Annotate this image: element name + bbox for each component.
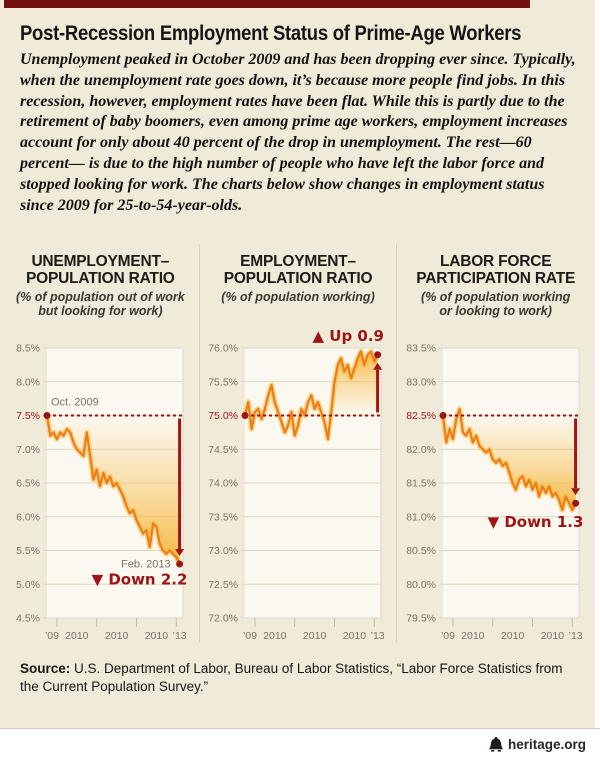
svg-text:Oct. 2009: Oct. 2009: [51, 396, 100, 409]
chart-subtitle-line: (% of population working: [421, 290, 571, 305]
chart-title-line: PARTICIPATION RATE: [416, 270, 576, 288]
chart-title: [2, 253, 199, 287]
svg-text:’09: ’09: [242, 630, 257, 642]
chart-subtitle: [2, 290, 199, 318]
svg-text:81.5%: 81.5%: [405, 477, 436, 490]
chart-title-line: POPULATION RATIO: [223, 270, 373, 288]
chart-title: [200, 253, 397, 287]
intro-paragraph: Unemployment peaked in October 2009 and has been dropping ever since. Typically, when the unemployment rate goes down, it’s because more people find jobs. In this recession, however, employment rates have been flat. While this is partly due to the retirement of baby boomers, even among prime age workers, employment increases account for only about 40 percent of the drop in unemployment. The rest—60 percent— is due to the high number of people who have left the labor force and stopped looking for work. The charts below show changes in employment status since 2009 for 25-to-54-year-olds.: [20, 51, 576, 214]
chart-panel-employment-population-ratio: [199, 244, 397, 642]
svg-text:7.5%: 7.5%: [16, 410, 41, 422]
source-label: Source:: [20, 661, 71, 676]
svg-text:’09: ’09: [440, 630, 455, 642]
chart-title-line: UNEMPLOYMENT–: [31, 253, 170, 270]
svg-text:6.5%: 6.5%: [16, 477, 41, 490]
chart-subtitle-line: (% of population out of work: [15, 290, 185, 305]
source-note: [20, 660, 568, 696]
chart-subtitle-line: or looking to work): [439, 304, 552, 319]
svg-text:82.5%: 82.5%: [405, 410, 436, 422]
svg-text:75.0%: 75.0%: [208, 410, 238, 422]
charts-row: [2, 244, 594, 642]
svg-text:▼ Down 2.2: ▼ Down 2.2: [91, 570, 188, 589]
svg-text:2010: 2010: [540, 630, 564, 642]
svg-text:’13: ’13: [370, 630, 385, 642]
svg-text:2010: 2010: [145, 630, 169, 642]
chart-header: [2, 244, 199, 326]
svg-text:2010: 2010: [342, 630, 367, 642]
brand-bar: [0, 728, 600, 759]
svg-text:2010: 2010: [65, 630, 89, 642]
svg-text:7.0%: 7.0%: [16, 443, 41, 456]
source-text: U.S. Department of Labor, Bureau of Labor Statistics, “Labor Force Statistics from the Current Population Survey.”: [20, 661, 563, 694]
chart-subtitle: [200, 290, 397, 304]
chart-subtitle-line: but looking for work): [38, 304, 163, 319]
svg-text:2010: 2010: [302, 630, 327, 642]
svg-text:83.5%: 83.5%: [405, 342, 436, 355]
svg-text:79.5%: 79.5%: [405, 612, 436, 625]
chart-title-line: EMPLOYMENT–: [240, 253, 356, 270]
svg-text:72.0%: 72.0%: [208, 612, 238, 625]
svg-text:75.5%: 75.5%: [208, 376, 238, 389]
svg-text:76.0%: 76.0%: [208, 342, 238, 355]
svg-text:74.0%: 74.0%: [208, 477, 238, 490]
chart-header: [200, 244, 397, 326]
svg-text:4.5%: 4.5%: [16, 612, 41, 625]
svg-text:5.5%: 5.5%: [16, 545, 41, 557]
svg-text:83.0%: 83.0%: [405, 376, 436, 389]
svg-text:▲ Up 0.9: ▲ Up 0.9: [312, 327, 384, 345]
svg-text:6.0%: 6.0%: [16, 511, 41, 524]
svg-text:’09: ’09: [45, 630, 60, 642]
employment-population-ratio-chart: [203, 326, 393, 642]
svg-text:80.5%: 80.5%: [405, 545, 436, 557]
svg-text:73.0%: 73.0%: [208, 545, 238, 557]
chart-subtitle: [397, 290, 594, 318]
page-title: Post-Recession Employment Status of Prime-Age Workers: [20, 22, 522, 45]
svg-text:2010: 2010: [500, 630, 524, 642]
svg-text:8.0%: 8.0%: [16, 376, 41, 389]
heritage-org-link[interactable]: heritage.org: [507, 736, 586, 752]
chart-header: [397, 244, 594, 326]
svg-text:80.0%: 80.0%: [405, 578, 436, 591]
svg-text:8.5%: 8.5%: [16, 342, 41, 355]
svg-text:5.0%: 5.0%: [16, 578, 41, 591]
labor-force-participation-rate-chart: [401, 326, 591, 642]
svg-text:’13: ’13: [172, 630, 187, 642]
chart-title-line: POPULATION RATIO: [26, 270, 175, 288]
svg-text:81.0%: 81.0%: [405, 511, 436, 524]
unemployment-population-ratio-chart: [5, 326, 195, 642]
svg-text:2010: 2010: [263, 630, 287, 642]
liberty-bell-icon: [489, 736, 503, 752]
svg-text:82.0%: 82.0%: [405, 443, 436, 456]
svg-text:2010: 2010: [460, 630, 485, 642]
svg-text:’13: ’13: [568, 630, 583, 642]
chart-panel-unemployment-population-ratio: [2, 244, 199, 642]
svg-text:▼ Down 1.3: ▼ Down 1.3: [487, 512, 584, 531]
svg-text:2010: 2010: [105, 630, 129, 642]
svg-text:74.5%: 74.5%: [208, 443, 238, 456]
svg-text:Feb. 2013: Feb. 2013: [121, 558, 171, 571]
svg-text:73.5%: 73.5%: [208, 511, 238, 524]
chart-panel-labor-force-participation-rate: [396, 244, 594, 642]
svg-text:72.5%: 72.5%: [208, 578, 238, 591]
chart-subtitle-line: (% of population working): [221, 290, 375, 305]
top-accent-bar: [4, 0, 530, 8]
chart-title-line: LABOR FORCE: [439, 253, 552, 270]
chart-title: [397, 253, 594, 287]
